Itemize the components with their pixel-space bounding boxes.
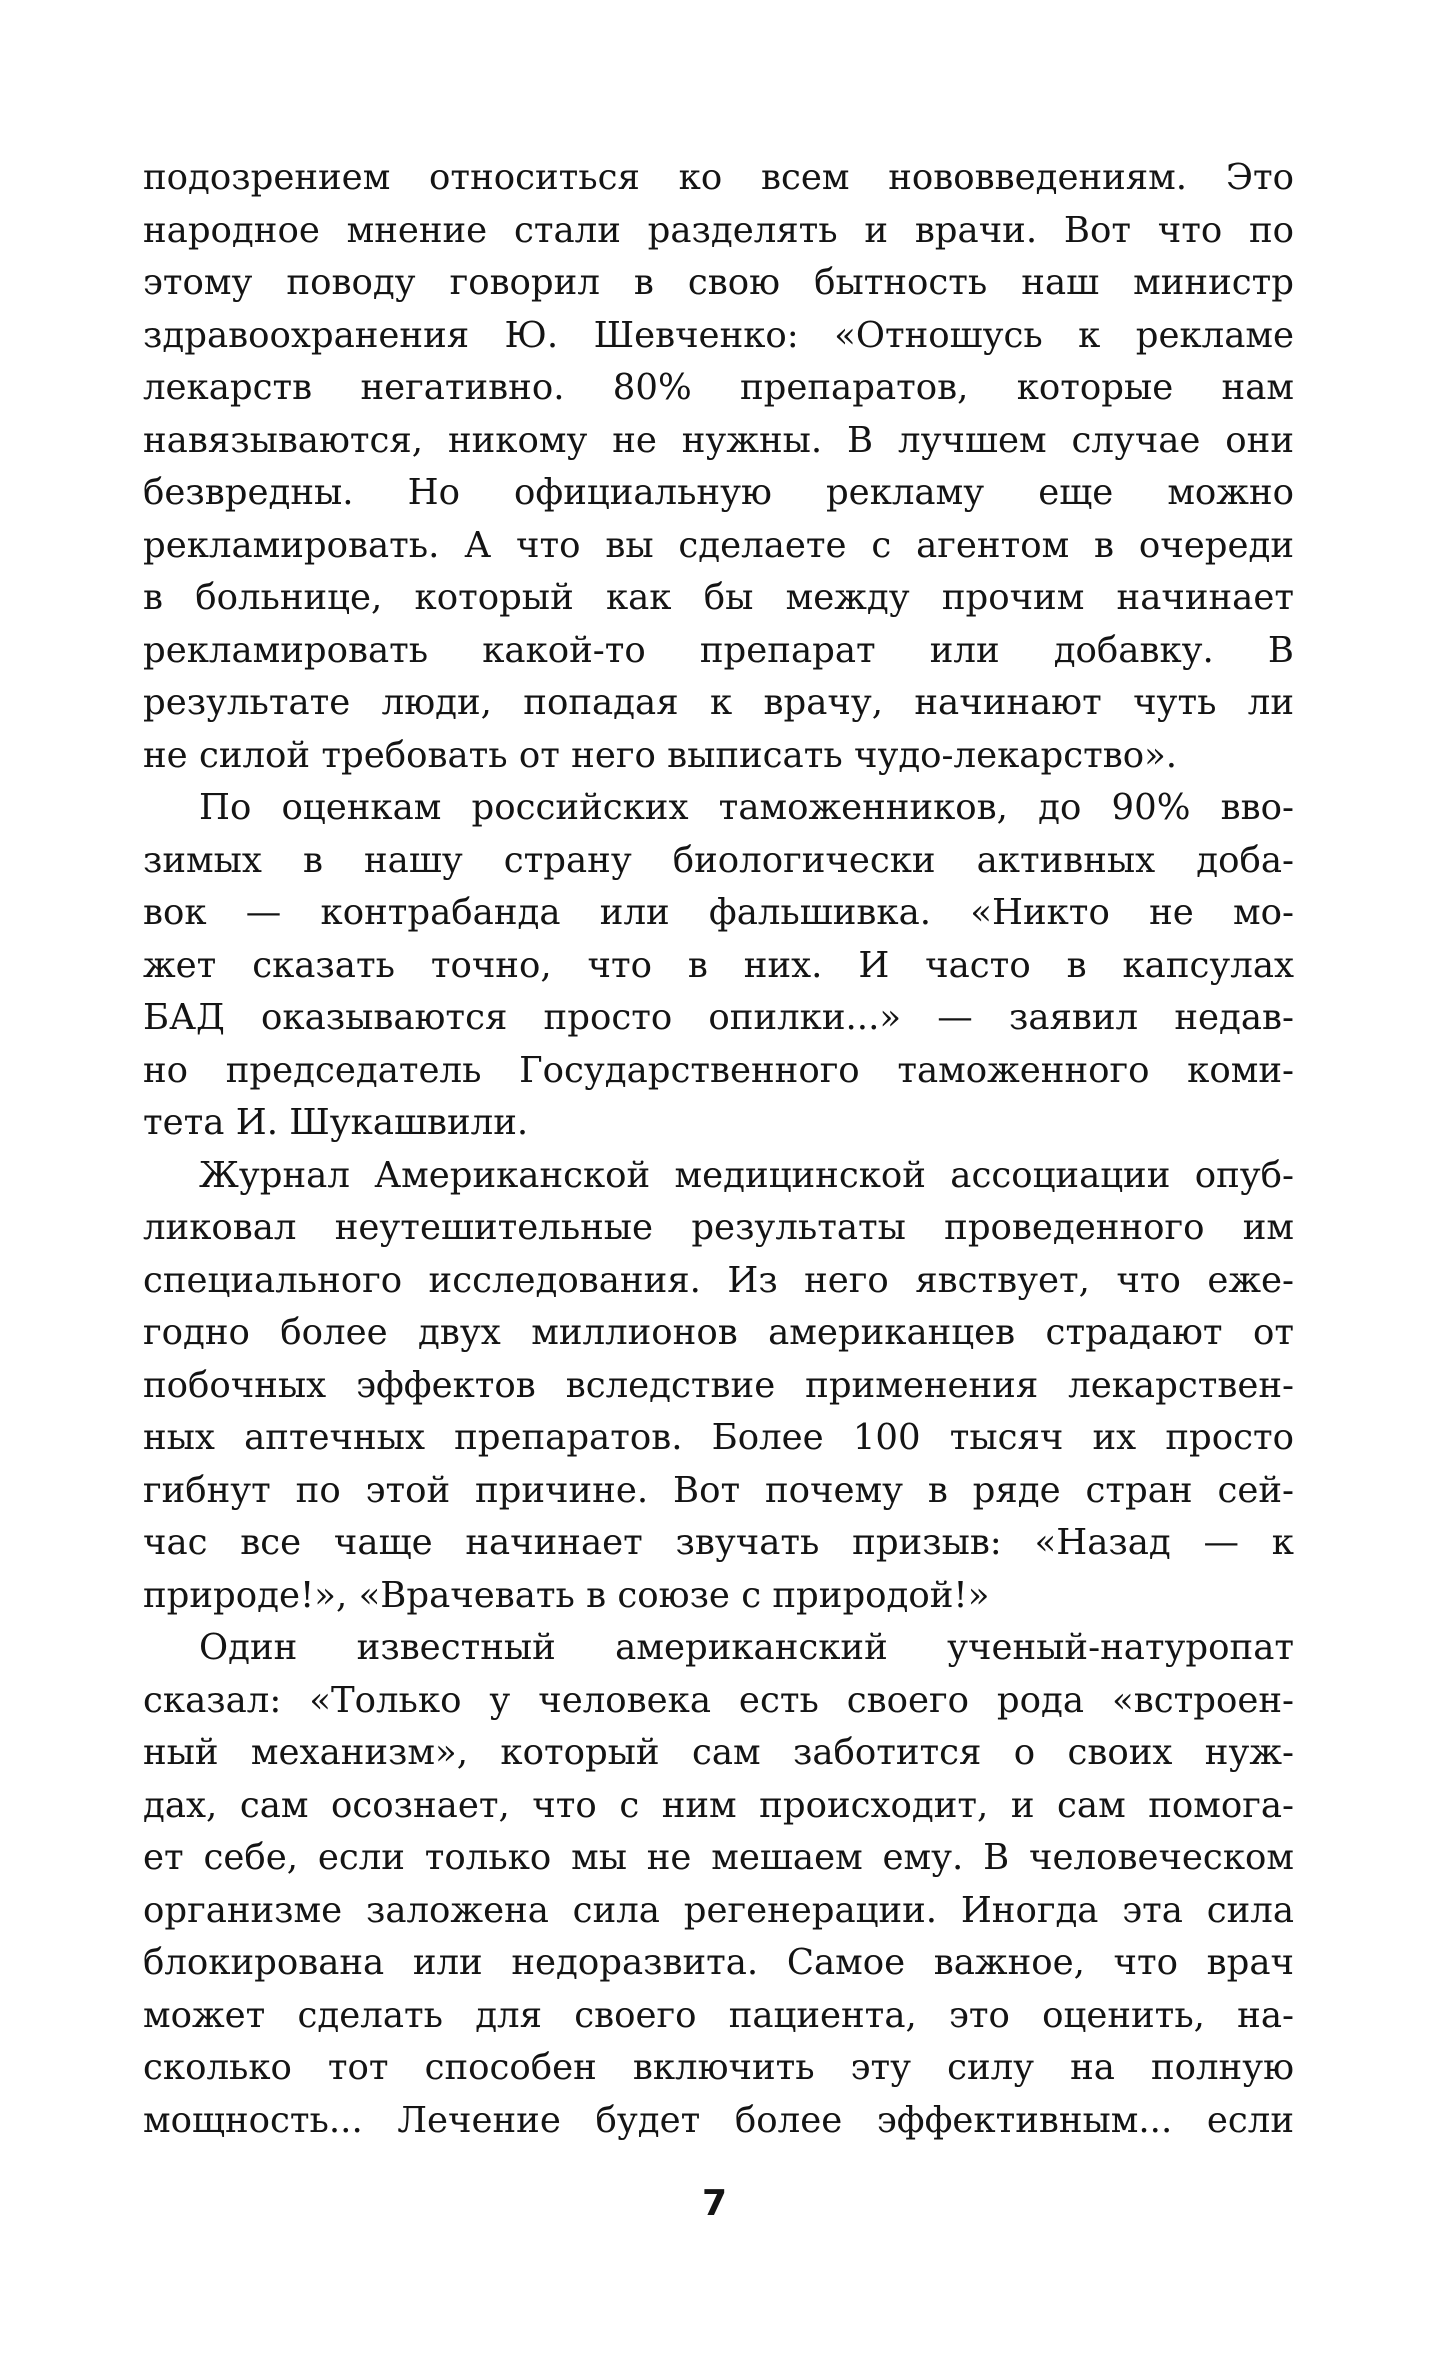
text-line: годно более двух миллионов американцев страдают от	[143, 1312, 1294, 1353]
text-line: подозрением относиться ко всем нововведениям. Это	[143, 157, 1294, 198]
text-line: ных аптечных препаратов. Более 100 тысяч их просто	[143, 1417, 1294, 1458]
text-line: рекламировать. А что вы сделаете с агентом в очереди	[143, 524, 1294, 566]
text-line: вок — контрабанда или фальшивка. «Никто не мо-	[143, 892, 1294, 933]
paragraph-1	[143, 152, 1294, 782]
text-line: лекарств негативно. 80% препаратов, которые нам	[143, 367, 1294, 408]
text-line: народное мнение стали разделять и врачи. Вот что по	[143, 209, 1294, 251]
text-line: этому поводу говорил в свою бытность наш министр	[143, 262, 1294, 303]
text-line: результате люди, попадая к врачу, начинают чуть ли	[143, 682, 1294, 723]
text-line: сказал: «Только у человека есть своего рода «встроен-	[143, 1679, 1294, 1721]
text-line: час все чаще начинает звучать призыв: «Назад — к	[143, 1522, 1294, 1563]
text-line: природе!», «Врачевать в союзе с природой!»	[143, 1574, 990, 1616]
text-line: БАД оказываются просто опилки...» — заявил недав-	[143, 997, 1294, 1038]
text-line: По оценкам российских таможенников, до 90% вво-	[199, 787, 1294, 828]
text-line: здравоохранения Ю. Шевченко: «Отношусь к рекламе	[143, 314, 1294, 356]
text-line: побочных эффектов вследствие применения лекарствен-	[143, 1364, 1294, 1406]
text-line: Один известный американский ученый-натуропат	[199, 1627, 1294, 1668]
text-line: сколько тот способен включить эту силу на полную	[143, 2047, 1294, 2088]
text-line: может сделать для своего пациента, это оценить, на-	[143, 1994, 1294, 2036]
text-line: блокирована или недоразвита. Самое важное, что врач	[143, 1942, 1294, 1983]
text-line: безвредны. Но официальную рекламу еще можно	[143, 472, 1294, 513]
text-line: ликовал неутешительные результаты проведенного им	[143, 1207, 1294, 1248]
text-line: организме заложена сила регенерации. Иногда эта сила	[143, 1889, 1294, 1931]
page-number: 7	[701, 2183, 728, 2224]
text-line: дах, сам осознает, что с ним происходит, и сам помога-	[143, 1784, 1294, 1826]
text-line: специального исследования. Из него явствует, что еже-	[143, 1259, 1294, 1301]
body-text	[143, 152, 1294, 2147]
text-line: тета И. Шукашвили.	[143, 1102, 529, 1143]
text-line: ет себе, если только мы не мешаем ему. В человеческом	[143, 1837, 1294, 1878]
text-line: не силой требовать от него выписать чудо-лекарство».	[143, 734, 1178, 776]
text-line: но председатель Государственного таможенного коми-	[143, 1049, 1294, 1091]
text-line: жет сказать точно, что в них. И часто в капсулах	[143, 944, 1294, 986]
paragraph-4	[143, 1622, 1294, 2147]
text-line: Журнал Американской медицинской ассоциации опуб-	[199, 1154, 1294, 1196]
text-line: рекламировать какой-то препарат или добавку. В	[143, 629, 1294, 671]
paragraph-2	[143, 782, 1294, 1150]
text-line: гибнут по этой причине. Вот почему в ряде стран сей-	[143, 1469, 1294, 1511]
text-line: ный механизм», который сам заботится о своих нуж-	[143, 1732, 1294, 1773]
paragraph-3	[143, 1150, 1294, 1623]
text-line: зимых в нашу страну биологически активных доба-	[143, 839, 1294, 881]
text-line: навязываются, никому не нужны. В лучшем случае они	[143, 419, 1294, 461]
text-line: в больнице, который как бы между прочим начинает	[143, 577, 1294, 618]
text-line: мощность... Лечение будет более эффективным... если	[143, 2099, 1294, 2141]
